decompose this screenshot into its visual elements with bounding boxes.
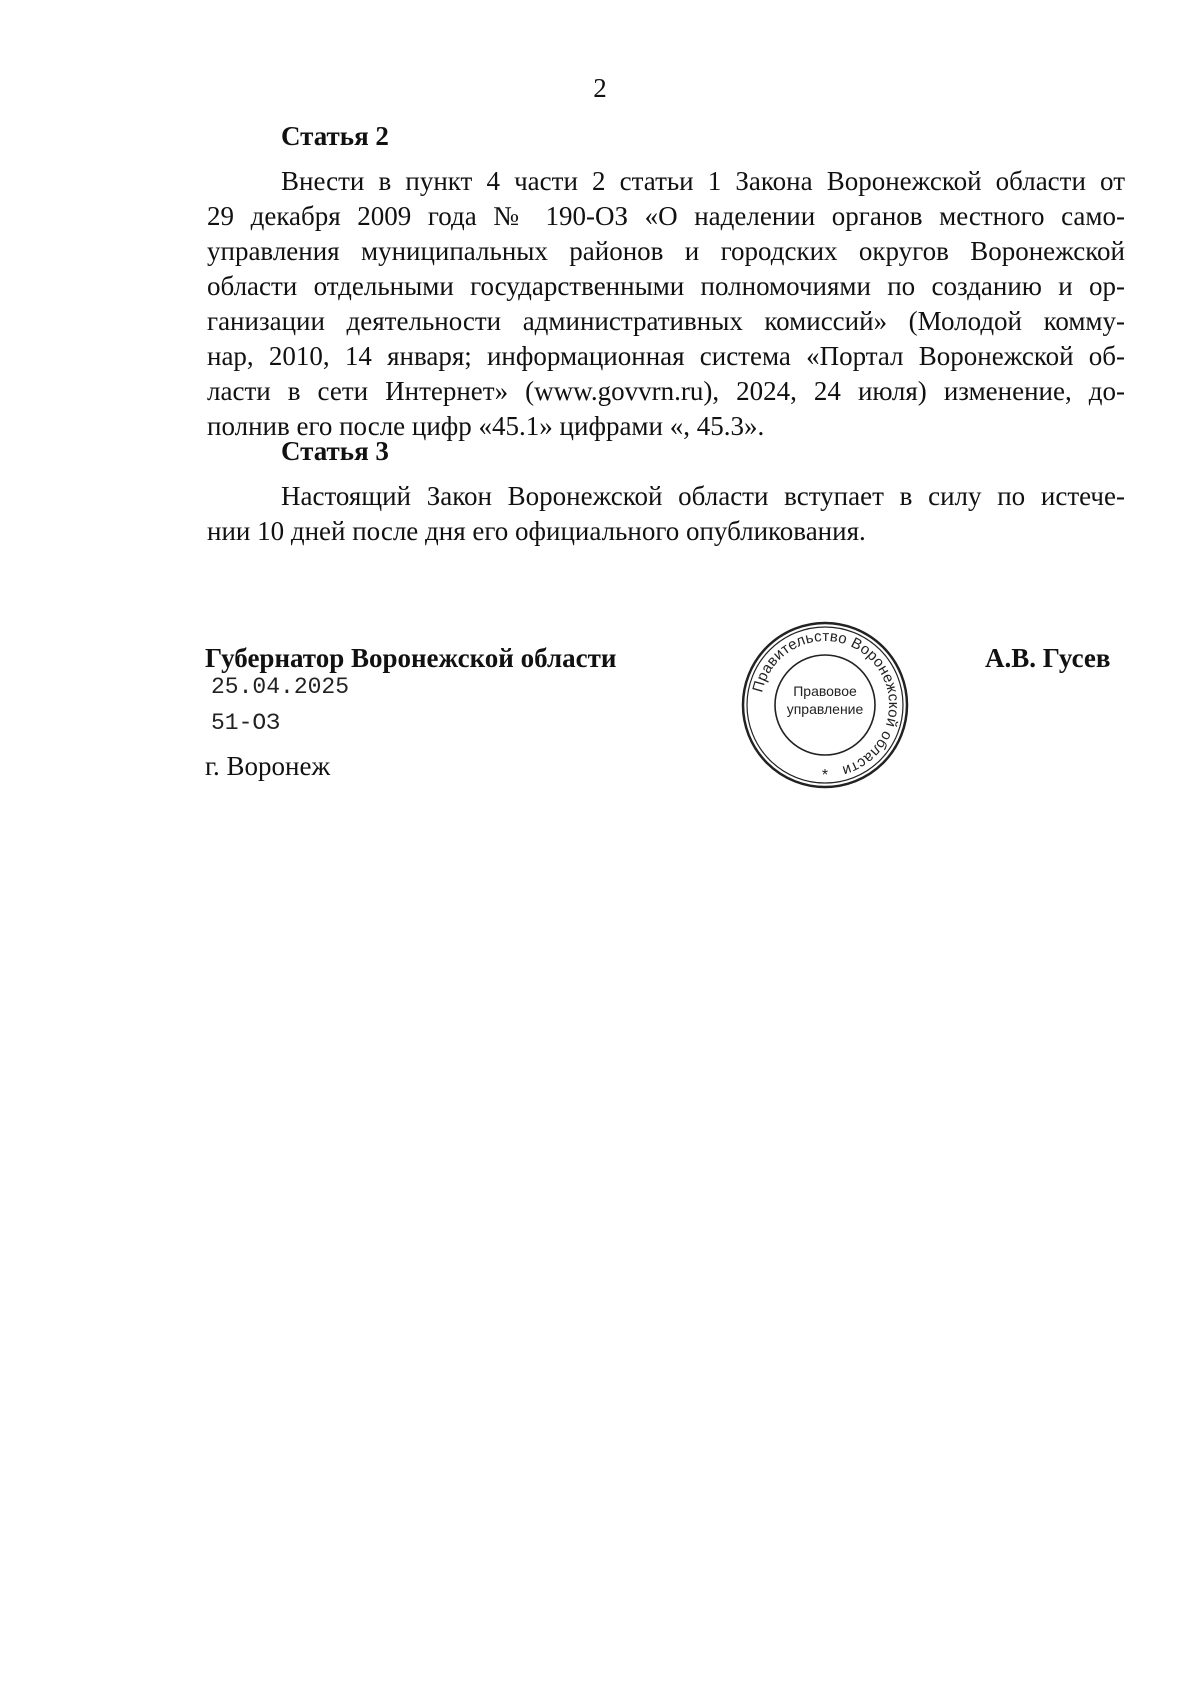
article-3-heading: Статья 3 — [281, 436, 389, 466]
article-3-line: нии 10 дней после дня его официального опубликования. — [207, 516, 866, 546]
article-2-line: полнив его после цифр «45.1» цифрами «, 45.3». — [207, 411, 765, 441]
article-2-line: управления муниципальных районов и городских округов Воронежской — [207, 236, 1125, 266]
stamp-center-line-2: управление — [786, 701, 864, 717]
signature-date: 25.04.2025 — [211, 674, 350, 700]
signatory-name: А.В. Гусев — [985, 643, 1111, 673]
article-3-line: Настоящий Закон Воронежской области вступает в силу по истече- — [281, 481, 1125, 511]
article-2-heading: Статья 2 — [281, 121, 389, 151]
page-number: 2 — [593, 73, 607, 103]
law-number: 51-ОЗ — [211, 710, 281, 736]
signatory-position: Губернатор Воронежской области — [205, 643, 617, 673]
stamp-ring-text: Правительство Воронежской области — [749, 627, 903, 780]
stamp-center-text — [785, 682, 865, 718]
article-2-line: области отдельными государственными полномочиями по созданию и ор- — [207, 271, 1125, 301]
article-2-line: нар, 2010, 14 января; информационная система «Портал Воронежской об- — [207, 341, 1125, 371]
article-2-body — [207, 164, 1125, 444]
article-2-line: Внести в пункт 4 части 2 статьи 1 Закона Воронежской области от — [281, 166, 1125, 196]
stamp-center-line-1: Правовое — [793, 683, 857, 699]
article-2-line: ганизации деятельности административных комиссий» (Молодой комму- — [207, 306, 1125, 336]
stamp-star: * — [821, 767, 829, 784]
article-2-line: ласти в сети Интернет» (www.govvrn.ru), 2024, 24 июля) изменение, до- — [207, 376, 1125, 406]
article-3-body — [207, 479, 1125, 549]
article-2-line: 29 декабря 2009 года № 190-ОЗ «О наделении органов местного само- — [207, 201, 1125, 231]
city: г. Воронеж — [205, 751, 331, 781]
